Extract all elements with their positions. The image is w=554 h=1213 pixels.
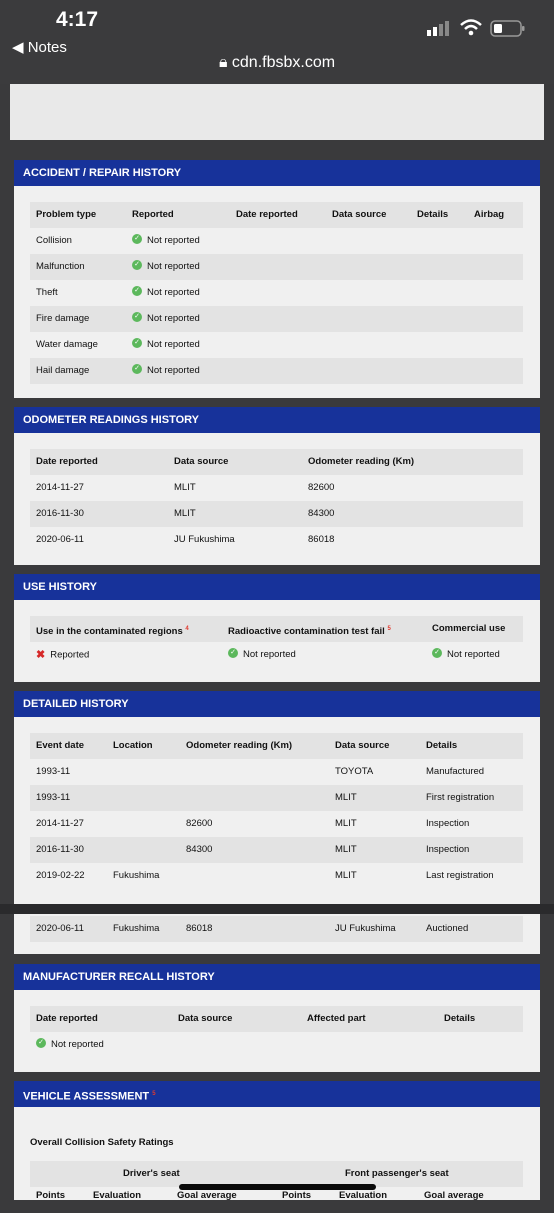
col-header: Affected part bbox=[307, 1013, 366, 1024]
section-title: ACCIDENT / REPAIR HISTORY bbox=[14, 160, 540, 186]
check-icon: ✓ bbox=[132, 234, 142, 244]
section-title-text: VEHICLE ASSESSMENT bbox=[23, 1090, 150, 1103]
reading-cell: 86018 bbox=[186, 923, 213, 934]
detailed-history-continued bbox=[14, 914, 540, 954]
vehicle-assessment-section bbox=[14, 1081, 540, 1200]
date-cell: 2016-11-30 bbox=[36, 508, 84, 519]
problem-type: Theft bbox=[36, 287, 58, 298]
section-title: USE HISTORY bbox=[14, 574, 540, 600]
col-header: Evaluation bbox=[339, 1190, 388, 1201]
source-cell: MLIT bbox=[335, 792, 357, 803]
col-header: Evaluation bbox=[93, 1190, 142, 1201]
table-row bbox=[30, 837, 523, 863]
date-cell: 2014-11-27 bbox=[36, 482, 84, 493]
source-cell: MLIT bbox=[174, 482, 196, 493]
col-header: Reported bbox=[132, 209, 174, 220]
table-header-row bbox=[30, 449, 523, 475]
col-header: Goal average bbox=[177, 1190, 237, 1201]
use-history-section bbox=[14, 574, 540, 682]
status-cell bbox=[228, 642, 296, 668]
footnote-marker: 5 bbox=[387, 626, 391, 632]
source-cell: JU Fukushima bbox=[335, 923, 396, 934]
clock: 4:17 bbox=[56, 8, 99, 31]
table-header-row bbox=[30, 1006, 523, 1032]
table-row bbox=[30, 916, 523, 942]
source-cell: MLIT bbox=[335, 818, 357, 829]
col-header: Goal average bbox=[424, 1190, 484, 1201]
source-cell: MLIT bbox=[335, 870, 357, 881]
odometer-section bbox=[14, 407, 540, 565]
col-header bbox=[228, 616, 391, 642]
reading-cell: 82600 bbox=[308, 482, 335, 493]
reading-cell: 86018 bbox=[308, 534, 335, 545]
check-icon: ✓ bbox=[132, 286, 142, 296]
problem-type: Fire damage bbox=[36, 313, 90, 324]
col-header: Event date bbox=[36, 740, 85, 751]
details-cell: Last registration bbox=[426, 870, 494, 881]
status-text: Reported bbox=[50, 649, 90, 661]
details-cell: First registration bbox=[426, 792, 495, 803]
recall-section bbox=[14, 964, 540, 1072]
col-header: Data source bbox=[335, 740, 390, 751]
address-bar[interactable] bbox=[0, 54, 554, 72]
details-cell: Manufactured bbox=[426, 766, 485, 777]
battery-icon bbox=[490, 20, 526, 38]
col-header: Odometer reading (Km) bbox=[186, 740, 293, 751]
table-header-row bbox=[30, 733, 523, 759]
table-row bbox=[30, 527, 523, 553]
status-text: Not reported bbox=[147, 235, 200, 246]
page-top-area bbox=[10, 84, 544, 140]
table-row bbox=[30, 759, 523, 785]
date-cell: 2020-06-11 bbox=[36, 923, 84, 934]
browser-status-bar bbox=[0, 0, 554, 84]
date-cell: 1993-11 bbox=[36, 792, 71, 803]
cellular-signal-icon bbox=[427, 20, 451, 36]
table-row bbox=[30, 306, 523, 332]
section-title bbox=[14, 1081, 540, 1107]
col-header: Details bbox=[417, 209, 449, 220]
table-row bbox=[30, 228, 523, 254]
section-title: ODOMETER READINGS HISTORY bbox=[14, 407, 540, 433]
problem-type: Hail damage bbox=[36, 365, 90, 376]
back-to-notes-link[interactable]: ◀ Notes bbox=[12, 39, 67, 56]
status-text: Not reported bbox=[147, 287, 200, 298]
col-header: Data source bbox=[178, 1013, 233, 1024]
status-cell bbox=[132, 254, 200, 280]
table-row bbox=[30, 332, 523, 358]
lock-icon: 🔒︎ bbox=[218, 54, 228, 71]
status-cell bbox=[132, 358, 200, 384]
reading-cell: 84300 bbox=[186, 844, 213, 855]
status-cell bbox=[36, 642, 89, 668]
problem-type: Water damage bbox=[36, 339, 98, 350]
url-text: cdn.fbsbx.com bbox=[231, 54, 336, 71]
detailed-history-section bbox=[14, 691, 540, 904]
check-icon: ✓ bbox=[132, 312, 142, 322]
col-header: Commercial use bbox=[432, 623, 506, 634]
check-icon: ✓ bbox=[132, 338, 142, 348]
reading-cell: 84300 bbox=[308, 508, 335, 519]
col-header: Odometer reading (Km) bbox=[308, 456, 415, 467]
table-row bbox=[30, 358, 523, 384]
table-row bbox=[30, 501, 523, 527]
details-cell: Inspection bbox=[426, 818, 470, 829]
accident-repair-section bbox=[14, 160, 540, 398]
home-indicator[interactable] bbox=[179, 1184, 376, 1190]
table-header-row bbox=[30, 202, 523, 228]
wifi-icon bbox=[459, 18, 483, 36]
col-header: Airbag bbox=[474, 209, 505, 220]
source-cell: MLIT bbox=[174, 508, 196, 519]
source-cell: MLIT bbox=[335, 844, 357, 855]
col-header: Date reported bbox=[36, 456, 98, 467]
date-cell: 1993-11 bbox=[36, 766, 71, 777]
col-header: Date reported bbox=[36, 1013, 98, 1024]
details-cell: Inspection bbox=[426, 844, 470, 855]
col-header: Details bbox=[444, 1013, 476, 1024]
col-header: Front passenger's seat bbox=[345, 1168, 449, 1179]
col-header: Date reported bbox=[236, 209, 298, 220]
location-cell: Fukushima bbox=[113, 923, 160, 934]
col-header: Problem type bbox=[36, 209, 97, 220]
reading-cell: 82600 bbox=[186, 818, 213, 829]
footnote-marker: 4 bbox=[185, 626, 189, 632]
check-icon: ✓ bbox=[432, 648, 442, 658]
status-cell bbox=[132, 332, 200, 358]
page-break bbox=[0, 904, 554, 914]
check-icon: ✓ bbox=[132, 364, 142, 374]
details-cell: Auctioned bbox=[426, 923, 469, 934]
status-text: Not reported bbox=[147, 313, 200, 324]
date-cell: 2014-11-27 bbox=[36, 818, 84, 829]
col-header: Points bbox=[36, 1190, 66, 1201]
table-row bbox=[30, 642, 523, 668]
col-header: Data source bbox=[174, 456, 229, 467]
col-header: Details bbox=[426, 740, 458, 751]
check-icon: ✓ bbox=[228, 648, 238, 658]
col-header-text: Use in the contaminated regions bbox=[36, 626, 183, 638]
status-cell bbox=[432, 642, 500, 668]
status-text: Not reported bbox=[147, 365, 200, 376]
table-row bbox=[30, 254, 523, 280]
section-title: DETAILED HISTORY bbox=[14, 691, 540, 717]
ratings-subtitle: Overall Collision Safety Ratings bbox=[30, 1137, 174, 1148]
date-cell: 2016-11-30 bbox=[36, 844, 84, 855]
date-cell: 2020-06-11 bbox=[36, 534, 84, 545]
table-row bbox=[30, 280, 523, 306]
problem-type: Collision bbox=[36, 235, 72, 246]
status-cell bbox=[132, 280, 200, 306]
status-cell bbox=[36, 1032, 104, 1058]
source-cell: JU Fukushima bbox=[174, 534, 235, 545]
status-text: Not reported bbox=[51, 1039, 104, 1050]
status-text: Not reported bbox=[147, 261, 200, 272]
col-header bbox=[36, 616, 189, 642]
date-cell: 2019-02-22 bbox=[36, 870, 85, 881]
table-row bbox=[30, 863, 523, 889]
col-header: Data source bbox=[332, 209, 387, 220]
source-cell: TOYOTA bbox=[335, 766, 374, 777]
status-text: Not reported bbox=[243, 649, 296, 660]
table-subheader-row bbox=[30, 1187, 523, 1213]
col-header: Driver's seat bbox=[123, 1168, 180, 1179]
table-row bbox=[30, 475, 523, 501]
problem-type: Malfunction bbox=[36, 261, 85, 272]
status-text: Not reported bbox=[147, 339, 200, 350]
status-text: Not reported bbox=[447, 649, 500, 660]
col-header: Points bbox=[282, 1190, 312, 1201]
col-header-text: Radioactive contamination test fail bbox=[228, 626, 385, 638]
check-icon: ✓ bbox=[36, 1038, 46, 1048]
status-cell bbox=[132, 228, 200, 254]
footnote-marker: 5 bbox=[152, 1091, 156, 1097]
check-icon: ✓ bbox=[132, 260, 142, 270]
table-row bbox=[30, 1032, 523, 1058]
table-row bbox=[30, 785, 523, 811]
table-header-row bbox=[30, 616, 523, 642]
cross-icon: ✖ bbox=[36, 649, 46, 661]
col-header: Location bbox=[113, 740, 153, 751]
section-title: MANUFACTURER RECALL HISTORY bbox=[14, 964, 540, 990]
table-row bbox=[30, 811, 523, 837]
location-cell: Fukushima bbox=[113, 870, 160, 881]
status-cell bbox=[132, 306, 200, 332]
